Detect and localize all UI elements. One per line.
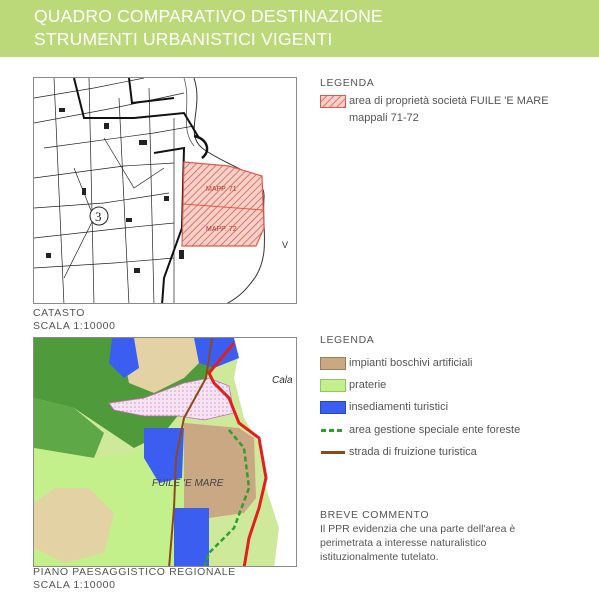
ppr-map-drawing (34, 338, 297, 567)
catasto-legend-label-parcels: mappali 71-72 (349, 112, 419, 124)
catasto-map (33, 77, 297, 304)
ppr-caption-title: PIANO PAESAGGISTICO REGIONALE (33, 566, 236, 578)
ppr-legend-label-foreste: area gestione speciale ente foreste (349, 424, 521, 436)
ppr-legend-title: LEGENDA (320, 334, 375, 346)
comment-line-1: Il PPR evidenzia che una parte dell'area è (320, 523, 516, 535)
comment-line-2: perimetrata a interesse naturalistico (320, 537, 487, 549)
blue-swatch-icon (320, 401, 346, 414)
ppr-legend-item-strada (320, 444, 477, 460)
ppr-legend-item-insediamenti (320, 399, 448, 415)
catasto-legend-item-property (320, 93, 549, 109)
tan-swatch-icon (320, 357, 346, 370)
catasto-caption-scale: SCALA 1:10000 (33, 320, 116, 332)
catasto-caption-title: CATASTO (33, 307, 86, 319)
parcel-72-label: MAPP. 72 (206, 226, 237, 233)
ppr-legend-item-foreste (320, 422, 520, 438)
catasto-caption (33, 307, 116, 333)
ppr-legend-item-praterie (320, 377, 386, 393)
catasto-legend-title: LEGENDA (320, 77, 375, 89)
catasto-legend-label: area di proprietà società FUILE 'E MARE (349, 95, 549, 107)
hatch-swatch-icon (320, 95, 346, 108)
map-edge-letter: V (282, 240, 289, 250)
light-green-swatch-icon (320, 379, 346, 392)
sheet-number-label: 3 (95, 209, 102, 224)
title-line-2: STRUMENTI URBANISTICI VIGENTI (34, 29, 333, 49)
title-line-1: QUADRO COMPARATIVO DESTINAZIONE (34, 6, 383, 26)
brown-line-icon (320, 446, 346, 459)
coast-name-label: Cala (272, 375, 293, 386)
catasto-map-drawing (34, 78, 297, 304)
dashed-green-line-icon (320, 424, 346, 437)
ppr-caption (33, 566, 236, 592)
ppr-legend-label-strada: strada di fruizione turistica (349, 446, 477, 458)
title-banner (0, 0, 599, 57)
ppr-legend-label-insediamenti: insediamenti turistici (349, 401, 449, 413)
comment-text (320, 522, 580, 564)
ppr-map (33, 337, 297, 567)
ppr-caption-scale: SCALA 1:10000 (33, 579, 116, 591)
comment-line-3: istituzionalmente tutelato. (320, 551, 439, 563)
parcel-71-label: MAPP. 71 (206, 186, 237, 193)
place-name-label: FUILE 'E MARE (152, 478, 224, 489)
ppr-legend-item-boschivi (320, 355, 473, 371)
ppr-legend-label-boschivi: impianti boschivi artificiali (349, 357, 473, 369)
ppr-legend-label-praterie: praterie (349, 379, 387, 391)
comment-title: BREVE COMMENTO (320, 509, 430, 521)
